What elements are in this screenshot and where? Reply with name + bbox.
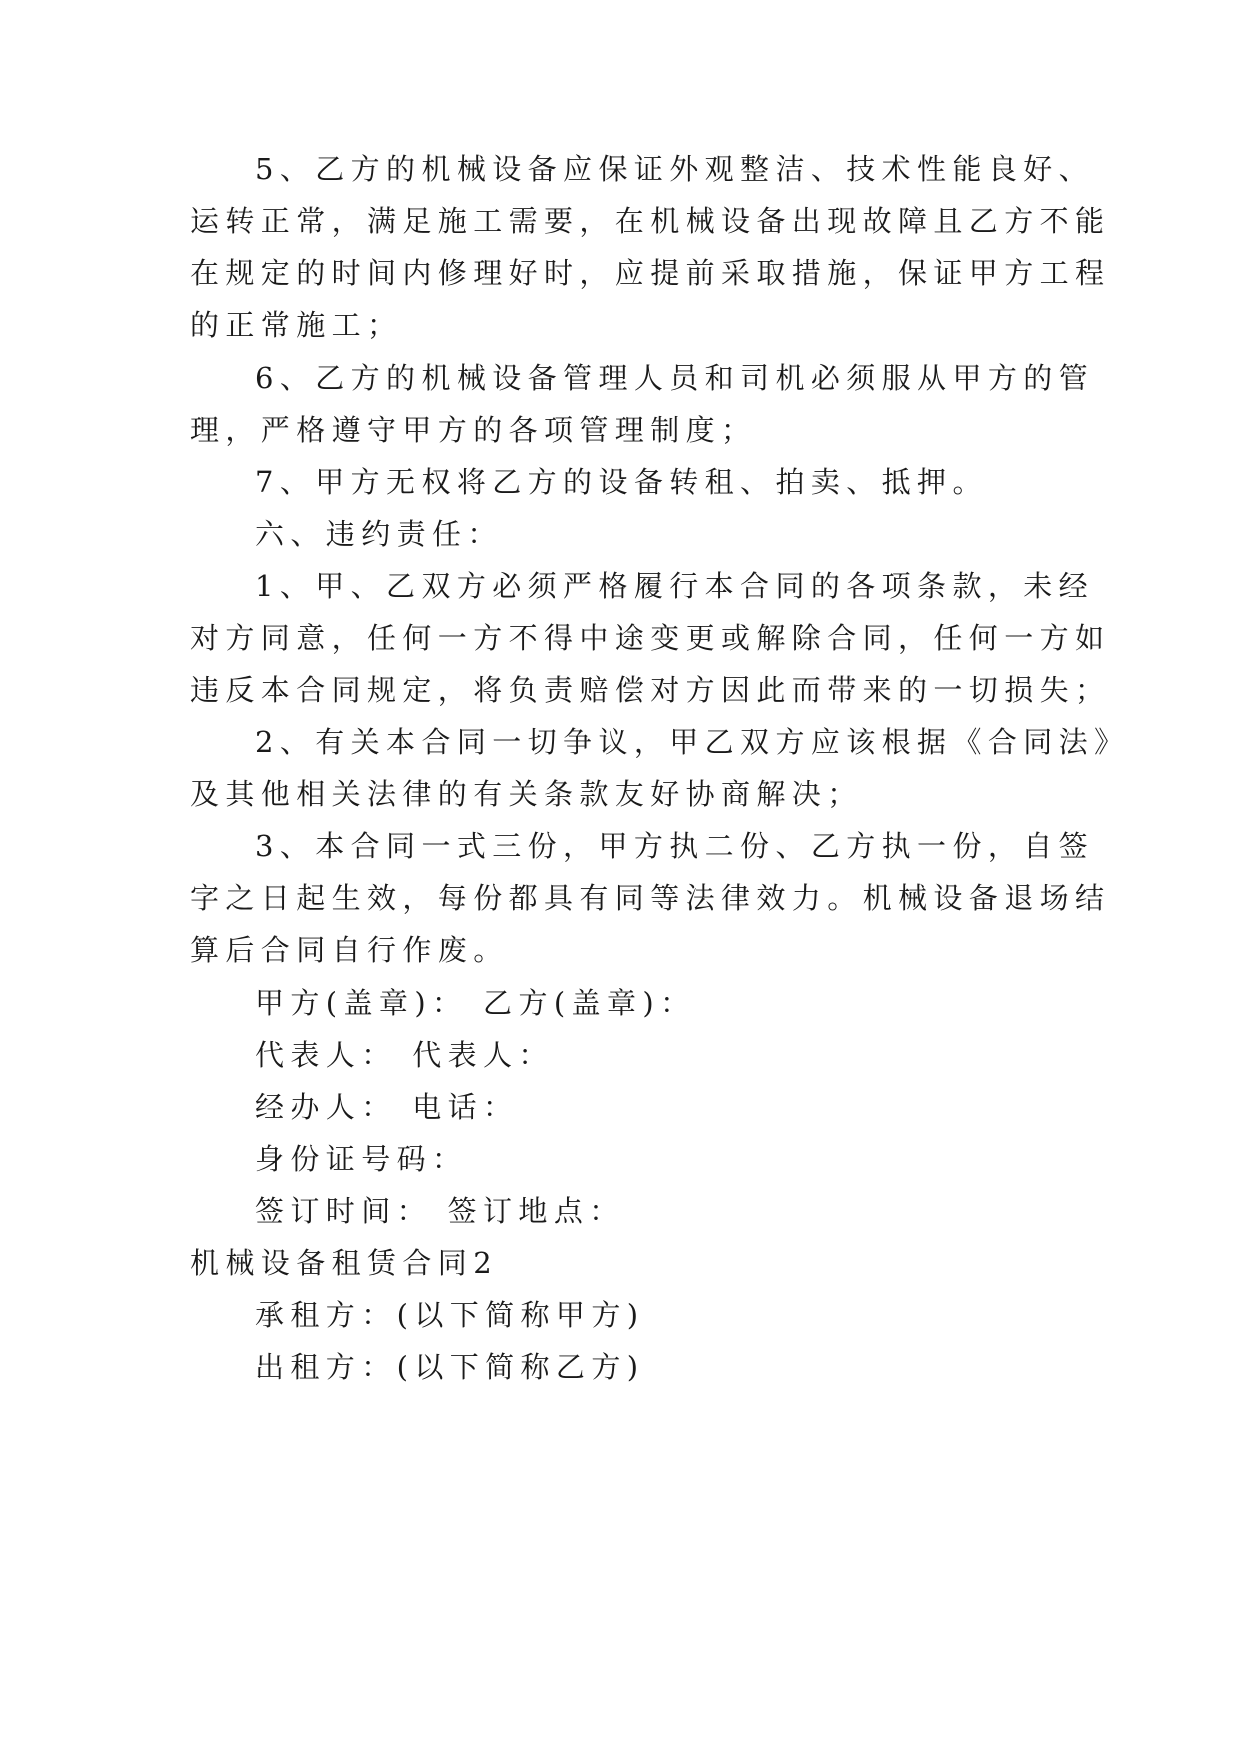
signature-party-stamps: 甲方(盖章)： 乙方(盖章)： [255,986,696,1020]
contract-2-title: 机械设备租赁合同2 [190,1246,499,1280]
lessor-line: 出租方：(以下简称乙方) [255,1350,645,1384]
clause-7-line-1: 7、甲方无权将乙方的设备转租、拍卖、抵押。 [255,465,988,499]
breach-1-line-3: 违反本合同规定，将负责赔偿对方因此而带来的一切损失； [190,673,1111,707]
breach-2-line-2: 及其他相关法律的有关条款友好协商解决； [190,777,863,811]
breach-2-line-1: 2、有关本合同一切争议，甲乙双方应该根据《合同法》 [255,725,1130,759]
breach-1-line-2: 对方同意，任何一方不得中途变更或解除合同，任何一方如 [190,621,1111,655]
lessee-line: 承租方：(以下简称甲方) [255,1298,645,1332]
clause-5-line-4: 的正常施工； [190,308,403,342]
breach-3-line-1: 3、本合同一式三份，甲方执二份、乙方执一份，自签 [255,829,1095,863]
clause-6-line-1: 6、乙方的机械设备管理人员和司机必须服从甲方的管 [255,361,1095,395]
signature-date-place: 签订时间： 签订地点： [255,1194,625,1228]
clause-5-line-3: 在规定的时间内修理好时，应提前采取措施，保证甲方工程 [190,256,1111,290]
signature-representatives: 代表人： 代表人： [255,1038,554,1072]
signature-handler-phone: 经办人： 电话： [255,1090,519,1124]
breach-3-line-3: 算后合同自行作废。 [190,933,509,967]
section-heading-breach: 六、违约责任： [255,517,503,551]
clause-5-line-2: 运转正常，满足施工需要，在机械设备出现故障且乙方不能 [190,204,1111,238]
signature-id-number: 身份证号码： [255,1142,468,1176]
clause-6-line-2: 理，严格遵守甲方的各项管理制度； [190,413,757,447]
clause-5-line-1: 5、乙方的机械设备应保证外观整洁、技术性能良好、 [255,152,1095,186]
breach-1-line-1: 1、甲、乙双方必须严格履行本合同的各项条款，未经 [255,569,1095,603]
breach-3-line-2: 字之日起生效，每份都具有同等法律效力。机械设备退场结 [190,881,1111,915]
